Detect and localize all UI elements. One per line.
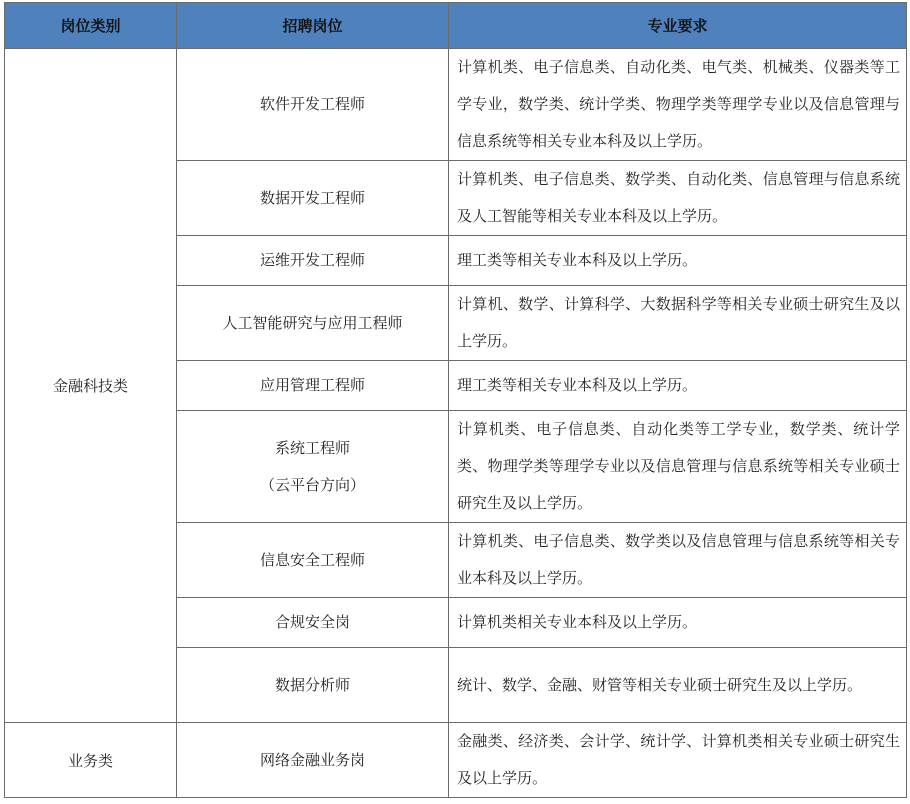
header-category: 岗位类别 xyxy=(5,3,177,49)
position-cell xyxy=(177,411,449,523)
position-label: 人工智能研究与应用工程师 xyxy=(222,313,403,332)
requirement-cell: 计算机、数学、计算科学、大数据科学等相关专业硕士研究生及以上学历。 xyxy=(449,286,907,361)
requirement-cell: 计算机类相关专业本科及以上学历。 xyxy=(449,598,907,648)
position-label: 信息安全工程师 xyxy=(259,550,365,569)
category-cell: 金融科技类 xyxy=(5,49,177,723)
position-cell xyxy=(177,523,449,598)
position-cell xyxy=(177,286,449,361)
position-cell xyxy=(177,49,449,161)
header-row xyxy=(5,3,907,49)
requirement-cell: 计算机类、电子信息类、数学类、自动化类、信息管理与信息系统及人工智能等相关专业本科及以上学历。 xyxy=(449,161,907,236)
position-label: 系统工程师 xyxy=(274,438,350,457)
position-label: 数据开发工程师 xyxy=(259,188,365,207)
position-label: 合规安全岗 xyxy=(274,613,350,631)
position-label: 软件开发工程师 xyxy=(259,95,365,113)
position-label: 应用管理工程师 xyxy=(259,376,365,394)
position-label: 运维开发工程师 xyxy=(259,251,365,269)
header-requirement: 专业要求 xyxy=(449,3,907,49)
position-cell xyxy=(177,161,449,236)
requirement-cell: 统计、数学、金融、财管等相关专业硕士研究生及以上学历。 xyxy=(449,648,907,723)
position-cell xyxy=(177,361,449,411)
requirement-cell: 计算机类、电子信息类、自动化类等工学专业，数学类、统计学类、物理学类等理学专业以及信息管理与信息系统等相关专业硕士研究生及以上学历。 xyxy=(449,411,907,523)
position-sublabel: （云平台方向） xyxy=(259,475,365,494)
position-cell xyxy=(177,598,449,648)
table-row xyxy=(5,723,907,798)
recruitment-table xyxy=(4,2,907,798)
requirement-cell: 金融类、经济类、会计学、统计学、计算机类相关专业硕士研究生及以上学历。 xyxy=(449,723,907,798)
table-row xyxy=(5,49,907,161)
position-label: 网络金融业务岗 xyxy=(259,750,365,769)
header-position: 招聘岗位 xyxy=(177,3,449,49)
category-cell: 业务类 xyxy=(5,723,177,798)
position-label: 数据分析师 xyxy=(274,675,350,694)
position-cell xyxy=(177,648,449,723)
position-cell xyxy=(177,236,449,286)
requirement-cell: 理工类等相关专业本科及以上学历。 xyxy=(449,361,907,411)
requirement-cell: 计算机类、电子信息类、自动化类、电气类、机械类、仪器类等工学专业，数学类、统计学类、物理学类等理学专业以及信息管理与信息系统等相关专业本科及以上学历。 xyxy=(449,49,907,161)
position-cell xyxy=(177,723,449,798)
requirement-cell: 计算机类、电子信息类、数学类以及信息管理与信息系统等相关专业本科及以上学历。 xyxy=(449,523,907,598)
requirement-cell: 理工类等相关专业本科及以上学历。 xyxy=(449,236,907,286)
